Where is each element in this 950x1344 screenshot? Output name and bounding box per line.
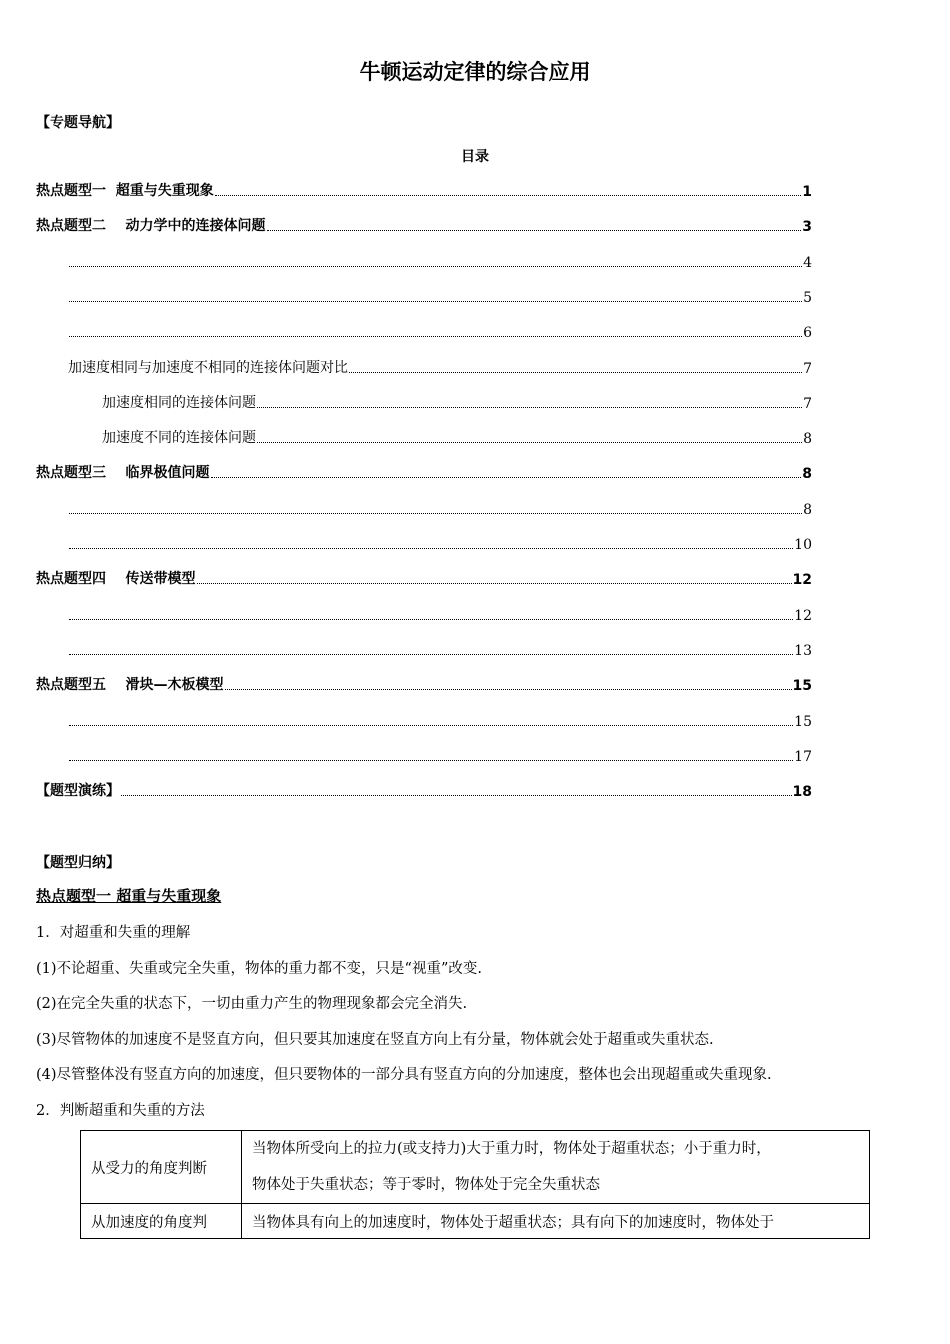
toc-page-number: 18 [792,784,812,800]
toc-leader-dots [69,724,793,726]
toc-entry[interactable] [68,533,812,553]
summary-header: 【题型归纳】 [36,855,120,871]
toc-leader-dots [267,229,802,231]
toc-entry[interactable] [68,639,812,659]
toc-entry[interactable] [68,710,812,730]
toc-page-number: 7 [803,361,812,377]
toc-leader-dots [69,265,802,267]
toc-entry[interactable] [68,357,812,377]
toc-entry-text: 加速度不同的连接体问题 [102,430,256,446]
toc-page-number: 12 [792,572,812,588]
toc-entry[interactable] [36,215,812,235]
toc-entry[interactable] [68,286,812,306]
paragraph: (4)尽管整体没有竖直方向的加速度，但只要物体的一部分具有竖直方向的分加速度，整体也会出现超重或失重现象. [36,1067,772,1083]
cell-line: 当物体所受向上的拉力(或支持力)大于重力时，物体处于超重状态；小于重力时， [252,1141,771,1157]
toc-entry[interactable] [36,674,812,694]
toc-entry[interactable] [68,498,812,518]
toc-entry-text: 【题型演练】 [36,783,120,799]
toc-leader-dots [257,406,802,408]
toc-entry[interactable] [36,462,812,482]
toc-entry[interactable] [68,321,812,341]
paragraph: (1)不论超重、失重或完全失重，物体的重力都不变，只是“视重”改变. [36,961,482,977]
toc-page-number: 8 [803,502,812,518]
toc-leader-dots [257,441,802,443]
toc-page-number: 10 [794,537,812,553]
paragraph: 1．对超重和失重的理解 [36,925,191,941]
nav-header: 【专题导航】 [36,115,120,131]
toc-entry-text: 热点题型五 滑块—木板模型 [36,677,224,693]
section-heading: 热点题型一 超重与失重现象 [36,887,222,905]
judgement-table [80,1130,870,1239]
toc-leader-dots [69,512,802,514]
toc-page-number: 15 [794,714,812,730]
document-title: 牛顿运动定律的综合应用 [359,60,591,84]
table-cell-label: 从加速度的角度判 [81,1204,242,1239]
cell-line: 物体处于失重状态；等于零时，物体处于完全失重状态 [252,1177,600,1193]
toc-leader-dots [197,582,792,584]
toc-leader-dots [69,547,793,549]
toc-heading: 目录 [461,149,489,165]
table-row [81,1131,870,1204]
toc-page-number: 5 [803,290,812,306]
toc-leader-dots [69,759,793,761]
paragraph: 2．判断超重和失重的方法 [36,1103,205,1119]
toc-page-number: 13 [794,643,812,659]
toc-entry-text: 加速度相同与加速度不相同的连接体问题对比 [68,360,348,376]
toc-leader-dots [69,335,802,337]
toc-entry-text: 热点题型三 临界极值问题 [36,465,210,481]
table-cell-content [242,1204,870,1239]
toc-leader-dots [225,688,792,690]
table-cell-label: 从受力的角度判断 [81,1131,242,1204]
table-row [81,1204,870,1239]
toc-page-number: 3 [802,219,812,235]
toc-entry[interactable] [102,427,812,447]
toc-page-number: 6 [803,325,812,341]
toc-page-number: 4 [803,255,812,271]
toc-leader-dots [349,371,802,373]
toc-entry-text: 热点题型二 动力学中的连接体问题 [36,218,266,234]
toc-entry-text: 加速度相同的连接体问题 [102,395,256,411]
table-cell-content [242,1131,870,1204]
toc-entry[interactable] [36,568,812,588]
cell-line: 当物体具有向上的加速度时，物体处于超重状态；具有向下的加速度时，物体处于 [252,1214,774,1231]
toc-leader-dots [121,794,792,796]
toc-page-number: 8 [802,466,812,482]
toc-page-number: 7 [803,396,812,412]
toc-page-number: 8 [803,431,812,447]
toc-entry[interactable] [68,251,812,271]
toc-leader-dots [211,476,802,478]
toc-entry[interactable] [102,392,812,412]
toc-page-number: 17 [794,749,812,765]
toc-page-number: 15 [792,678,812,694]
toc-entry[interactable] [36,780,812,800]
toc-leader-dots [215,194,802,196]
toc-entry[interactable] [68,604,812,624]
toc-entry[interactable] [68,745,812,765]
toc-leader-dots [69,653,793,655]
toc-page-number: 12 [794,608,812,624]
paragraph: (3)尽管物体的加速度不是竖直方向，但只要其加速度在竖直方向上有分量，物体就会处于超重或失重状态. [36,1032,714,1048]
toc-leader-dots [69,618,793,620]
toc-entry-text: 热点题型一 超重与失重现象 [36,183,214,199]
toc-entry[interactable] [36,180,812,200]
toc-entry-text: 热点题型四 传送带模型 [36,571,196,587]
toc-leader-dots [69,300,802,302]
paragraph: (2)在完全失重的状态下，一切由重力产生的物理现象都会完全消失. [36,996,468,1012]
toc-page-number: 1 [802,184,812,200]
